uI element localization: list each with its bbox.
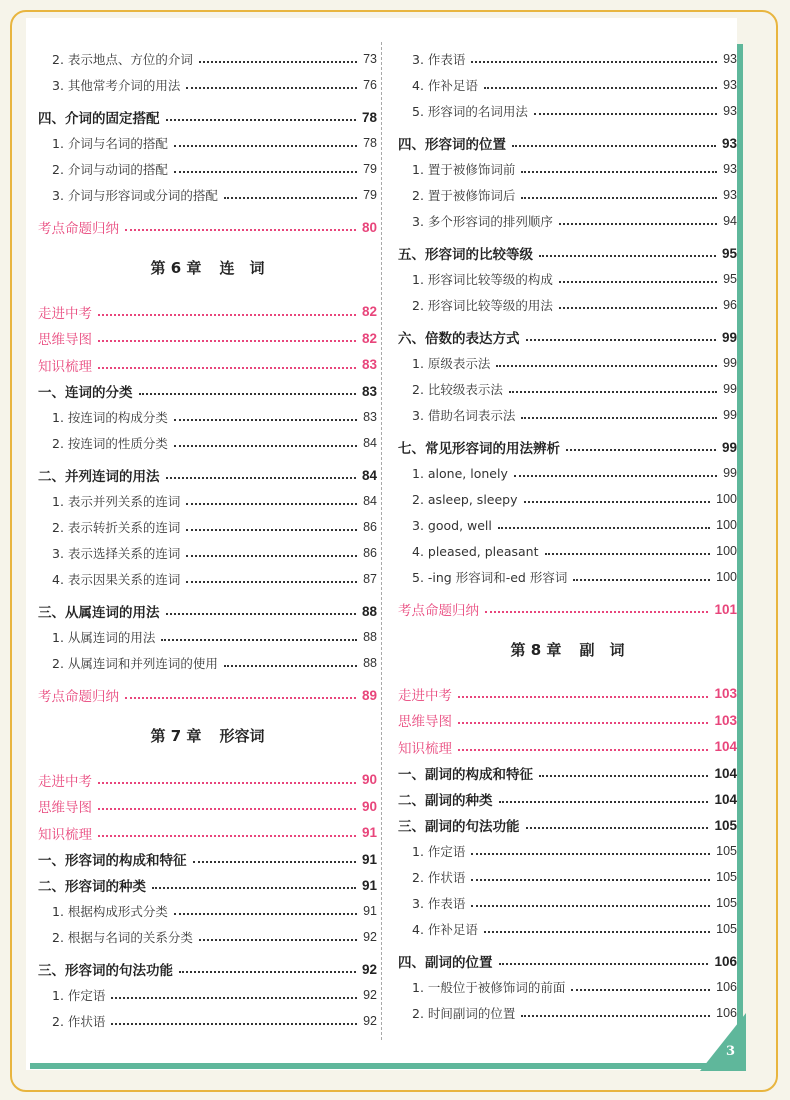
- entry-page-number: 93: [721, 135, 737, 151]
- toc-subsection-entry[interactable]: [398, 46, 737, 72]
- entry-label: 知识梳理: [38, 826, 92, 843]
- toc-subsection-entry[interactable]: [38, 130, 377, 156]
- entry-label: 思维导图: [398, 714, 452, 731]
- toc-subsection-entry[interactable]: [38, 488, 377, 514]
- dot-leader: [521, 171, 717, 173]
- entry-page-number: 100: [716, 492, 737, 506]
- toc-section-entry[interactable]: [398, 948, 737, 974]
- toc-feature-entry[interactable]: [398, 596, 737, 623]
- entry-label: 5. -ing 形容词和-ed 形容词: [412, 570, 568, 585]
- toc-subsection-entry[interactable]: [38, 404, 377, 430]
- toc-subsection-entry[interactable]: [398, 266, 737, 292]
- dot-leader: [98, 314, 356, 316]
- entry-page-number: 103: [714, 686, 737, 702]
- entry-label: 二、副词的种类: [398, 793, 493, 809]
- entry-page-number: 83: [361, 383, 377, 399]
- entry-page-number: 88: [363, 630, 377, 644]
- dot-leader: [166, 477, 356, 479]
- entry-label: 3. 作表语: [412, 896, 466, 911]
- toc-feature-entry[interactable]: [38, 767, 377, 794]
- toc-section-entry[interactable]: [398, 760, 737, 786]
- entry-label: 2. 表示转折关系的连词: [52, 520, 181, 535]
- toc-section-entry[interactable]: [398, 130, 737, 156]
- entry-page-number: 99: [723, 356, 737, 370]
- toc-subsection-entry[interactable]: [38, 72, 377, 98]
- toc-feature-entry[interactable]: [38, 299, 377, 326]
- entry-label: 走进中考: [398, 687, 452, 704]
- entry-page-number: 86: [363, 546, 377, 560]
- entry-page-number: 73: [363, 52, 377, 66]
- entry-label: 四、副词的位置: [398, 955, 493, 971]
- entry-label: 1. 按连词的构成分类: [52, 410, 168, 425]
- dot-leader: [534, 113, 717, 115]
- entry-label: 1. 形容词比较等级的构成: [412, 272, 553, 287]
- entry-label: 思维导图: [38, 800, 92, 817]
- entry-page-number: 88: [363, 656, 377, 670]
- entry-page-number: 105: [716, 922, 737, 936]
- entry-label: 1. 介词与名词的搭配: [52, 136, 168, 151]
- chapter-heading: [398, 623, 737, 677]
- chapter-heading: [38, 241, 377, 295]
- entry-label: 2. 比较级表示法: [412, 382, 503, 397]
- entry-label: 走进中考: [38, 305, 92, 322]
- entry-page-number: 79: [363, 188, 377, 202]
- entry-page-number: 93: [723, 52, 737, 66]
- entry-label: 七、常见形容词的用法辨析: [398, 441, 560, 457]
- toc-subsection-entry[interactable]: [398, 182, 737, 208]
- entry-page-number: 86: [363, 520, 377, 534]
- toc-section-entry[interactable]: [38, 598, 377, 624]
- entry-label: 3. good, well: [412, 517, 492, 533]
- toc-subsection-entry[interactable]: [398, 460, 737, 486]
- entry-page-number: 99: [723, 382, 737, 396]
- entry-label: 4. pleased, pleasant: [412, 543, 539, 559]
- toc-subsection-entry[interactable]: [398, 890, 737, 916]
- entry-label: 1. alone, lonely: [412, 465, 508, 481]
- chapter-number: 第 6 章: [150, 259, 202, 277]
- dot-leader: [186, 529, 357, 531]
- column-divider: [381, 42, 382, 1040]
- toc-section-entry[interactable]: [398, 434, 737, 460]
- dot-leader: [98, 340, 356, 342]
- entry-page-number: 93: [723, 104, 737, 118]
- dot-leader: [471, 905, 710, 907]
- toc-section-entry[interactable]: [38, 378, 377, 404]
- bottom-edge-stripe: [30, 1063, 745, 1069]
- dot-leader: [509, 391, 717, 393]
- dot-leader: [193, 861, 356, 863]
- entry-label: 四、介词的固定搭配: [38, 111, 160, 127]
- entry-page-number: 106: [716, 980, 737, 994]
- entry-page-number: 84: [361, 467, 377, 483]
- toc-section-entry[interactable]: [398, 240, 737, 266]
- dot-leader: [224, 197, 357, 199]
- entry-page-number: 95: [721, 245, 737, 261]
- entry-label: 4. 作补足语: [412, 922, 478, 937]
- dot-leader: [174, 913, 357, 915]
- toc-subsection-entry[interactable]: [398, 402, 737, 428]
- dot-leader: [161, 639, 357, 641]
- dot-leader: [559, 223, 717, 225]
- toc-subsection-entry[interactable]: [38, 514, 377, 540]
- toc-subsection-entry[interactable]: [38, 650, 377, 676]
- dot-leader: [152, 887, 356, 889]
- dot-leader: [186, 503, 357, 505]
- dot-leader: [484, 931, 710, 933]
- entry-page-number: 76: [363, 78, 377, 92]
- entry-page-number: 103: [714, 712, 737, 728]
- entry-label: 4. 作补足语: [412, 78, 478, 93]
- dot-leader: [125, 697, 356, 699]
- dot-leader: [174, 419, 357, 421]
- dot-leader: [199, 61, 357, 63]
- toc-section-entry[interactable]: [398, 324, 737, 350]
- entry-page-number: 93: [723, 188, 737, 202]
- entry-page-number: 92: [363, 930, 377, 944]
- entry-label: 2. 时间副词的位置: [412, 1006, 516, 1021]
- dot-leader: [139, 393, 356, 395]
- entry-label: 1. 作定语: [52, 988, 106, 1003]
- dot-leader: [545, 553, 711, 555]
- entry-label: 1. 一般位于被修饰词的前面: [412, 980, 566, 995]
- chapter-title: 副 词: [579, 641, 625, 659]
- entry-page-number: 104: [714, 791, 737, 807]
- entry-page-number: 79: [363, 162, 377, 176]
- entry-label: 六、倍数的表达方式: [398, 331, 520, 347]
- dot-leader: [514, 475, 717, 477]
- dot-leader: [186, 555, 357, 557]
- entry-label: 1. 从属连词的用法: [52, 630, 156, 645]
- dot-leader: [224, 665, 357, 667]
- entry-page-number: 106: [716, 1006, 737, 1020]
- toc-subsection-entry[interactable]: [398, 156, 737, 182]
- dot-leader: [186, 87, 357, 89]
- entry-page-number: 99: [721, 329, 737, 345]
- entry-page-number: 78: [363, 136, 377, 150]
- toc-feature-entry[interactable]: [38, 682, 377, 709]
- toc-subsection-entry[interactable]: [398, 350, 737, 376]
- chapter-title: 连 词: [219, 259, 265, 277]
- dot-leader: [512, 145, 716, 147]
- entry-label: 2. 根据与名词的关系分类: [52, 930, 193, 945]
- entry-page-number: 94: [723, 214, 737, 228]
- toc-section-entry[interactable]: [38, 462, 377, 488]
- entry-label: 2. 置于被修饰词后: [412, 188, 516, 203]
- entry-label: 3. 表示选择关系的连词: [52, 546, 181, 561]
- dot-leader: [111, 1023, 357, 1025]
- toc-subsection-entry[interactable]: [398, 974, 737, 1000]
- entry-label: 2. 按连词的性质分类: [52, 436, 168, 451]
- entry-label: 三、副词的句法功能: [398, 819, 520, 835]
- entry-page-number: 90: [361, 798, 377, 814]
- chapter-number: 第 7 章: [150, 727, 202, 745]
- entry-label: 二、形容词的种类: [38, 879, 146, 895]
- entry-page-number: 105: [716, 844, 737, 858]
- dot-leader: [174, 145, 357, 147]
- dot-leader: [566, 449, 716, 451]
- toc-subsection-entry[interactable]: [398, 1000, 737, 1026]
- entry-page-number: 100: [716, 544, 737, 558]
- entry-page-number: 101: [714, 601, 737, 617]
- chapter-heading: [38, 709, 377, 763]
- entry-page-number: 91: [363, 904, 377, 918]
- entry-label: 1. 作定语: [412, 844, 466, 859]
- toc-subsection-entry[interactable]: [398, 538, 737, 564]
- entry-page-number: 90: [361, 772, 377, 788]
- dot-leader: [98, 835, 356, 837]
- dot-leader: [526, 827, 709, 829]
- entry-label: 五、形容词的比较等级: [398, 247, 533, 263]
- dot-leader: [485, 611, 708, 613]
- entry-label: 2. 表示地点、方位的介词: [52, 52, 193, 67]
- entry-label: 2. 从属连词和并列连词的使用: [52, 656, 218, 671]
- dot-leader: [98, 782, 356, 784]
- entry-label: 1. 原级表示法: [412, 356, 491, 371]
- entry-label: 考点命题归纳: [38, 221, 119, 238]
- entry-label: 二、并列连词的用法: [38, 469, 160, 485]
- dot-leader: [521, 197, 717, 199]
- entry-page-number: 93: [723, 162, 737, 176]
- dot-leader: [573, 579, 710, 581]
- toc-subsection-entry[interactable]: [38, 924, 377, 950]
- dot-leader: [471, 853, 710, 855]
- toc-subsection-entry[interactable]: [38, 982, 377, 1008]
- entry-page-number: 92: [363, 1014, 377, 1028]
- toc-subsection-entry[interactable]: [38, 898, 377, 924]
- entry-page-number: 105: [716, 896, 737, 910]
- entry-label: 一、连词的分类: [38, 385, 133, 401]
- entry-label: 1. 置于被修饰词前: [412, 162, 516, 177]
- toc-subsection-entry[interactable]: [398, 512, 737, 538]
- toc-subsection-entry[interactable]: [38, 540, 377, 566]
- dot-leader: [174, 445, 357, 447]
- entry-label: 4. 表示因果关系的连词: [52, 572, 181, 587]
- dot-leader: [571, 989, 710, 991]
- entry-page-number: 100: [716, 518, 737, 532]
- entry-page-number: 83: [363, 410, 377, 424]
- entry-page-number: 105: [716, 870, 737, 884]
- entry-label: 3. 介词与形容词或分词的搭配: [52, 188, 218, 203]
- toc-subsection-entry[interactable]: [398, 72, 737, 98]
- dot-leader: [458, 749, 708, 751]
- entry-page-number: 105: [714, 817, 737, 833]
- entry-page-number: 84: [363, 494, 377, 508]
- entry-page-number: 82: [361, 330, 377, 346]
- toc-subsection-entry[interactable]: [398, 98, 737, 124]
- toc-subsection-entry[interactable]: [398, 376, 737, 402]
- toc-feature-entry[interactable]: [398, 681, 737, 708]
- dot-leader: [539, 255, 716, 257]
- entry-label: 走进中考: [38, 773, 92, 790]
- entry-label: 思维导图: [38, 332, 92, 349]
- entry-label: 3. 借助名词表示法: [412, 408, 516, 423]
- dot-leader: [458, 696, 708, 698]
- toc-subsection-entry[interactable]: [38, 182, 377, 208]
- toc-feature-entry[interactable]: [38, 214, 377, 241]
- entry-label: 知识梳理: [398, 740, 452, 757]
- entry-label: 一、副词的构成和特征: [398, 767, 533, 783]
- toc-section-entry[interactable]: [398, 812, 737, 838]
- toc-subsection-entry[interactable]: [38, 430, 377, 456]
- toc-left-column: [38, 46, 377, 1034]
- toc-section-entry[interactable]: [38, 872, 377, 898]
- entry-page-number: 96: [723, 298, 737, 312]
- chapter-title: 形容词: [219, 727, 265, 745]
- toc-feature-entry[interactable]: [38, 325, 377, 352]
- entry-label: 1. 表示并列关系的连词: [52, 494, 181, 509]
- entry-page-number: 89: [361, 687, 377, 703]
- entry-page-number: 88: [361, 603, 377, 619]
- entry-page-number: 92: [363, 988, 377, 1002]
- dot-leader: [524, 501, 711, 503]
- dot-leader: [125, 229, 356, 231]
- dot-leader: [98, 367, 356, 369]
- toc-feature-entry[interactable]: [38, 793, 377, 820]
- toc-subsection-entry[interactable]: [398, 486, 737, 512]
- dot-leader: [166, 613, 356, 615]
- entry-page-number: 104: [714, 739, 737, 755]
- right-edge-stripe: [737, 44, 743, 1054]
- entry-page-number: 84: [363, 436, 377, 450]
- dot-leader: [471, 61, 717, 63]
- dot-leader: [458, 722, 708, 724]
- toc-section-entry[interactable]: [38, 846, 377, 872]
- dot-leader: [496, 365, 717, 367]
- toc-right-column: [398, 46, 737, 1026]
- toc-section-entry[interactable]: [38, 956, 377, 982]
- dot-leader: [521, 1015, 710, 1017]
- toc-feature-entry[interactable]: [38, 352, 377, 379]
- dot-leader: [199, 939, 357, 941]
- entry-label: 考点命题归纳: [398, 603, 479, 620]
- toc-subsection-entry[interactable]: [38, 624, 377, 650]
- entry-label: 5. 形容词的名词用法: [412, 104, 528, 119]
- dot-leader: [111, 997, 357, 999]
- dot-leader: [526, 339, 716, 341]
- entry-label: 一、形容词的构成和特征: [38, 853, 187, 869]
- dot-leader: [539, 775, 708, 777]
- entry-label: 3. 多个形容词的排列顺序: [412, 214, 553, 229]
- dot-leader: [471, 879, 710, 881]
- entry-page-number: 95: [723, 272, 737, 286]
- entry-label: 2. 介词与动词的搭配: [52, 162, 168, 177]
- entry-page-number: 100: [716, 570, 737, 584]
- dot-leader: [499, 801, 709, 803]
- entry-label: 3. 其他常考介词的用法: [52, 78, 181, 93]
- toc-subsection-entry[interactable]: [398, 292, 737, 318]
- entry-label: 三、形容词的句法功能: [38, 963, 173, 979]
- entry-label: 2. 形容词比较等级的用法: [412, 298, 553, 313]
- toc-subsection-entry[interactable]: [38, 156, 377, 182]
- dot-leader: [499, 963, 709, 965]
- entry-page-number: 80: [361, 219, 377, 235]
- entry-label: 3. 作表语: [412, 52, 466, 67]
- toc-subsection-entry[interactable]: [38, 46, 377, 72]
- entry-label: 三、从属连词的用法: [38, 605, 160, 621]
- toc-feature-entry[interactable]: [398, 734, 737, 761]
- dot-leader: [174, 171, 357, 173]
- entry-page-number: 99: [723, 408, 737, 422]
- dot-leader: [559, 281, 717, 283]
- dot-leader: [186, 581, 357, 583]
- entry-page-number: 83: [361, 357, 377, 373]
- entry-label: 四、形容词的位置: [398, 137, 506, 153]
- entry-page-number: 92: [361, 961, 377, 977]
- entry-page-number: 82: [361, 304, 377, 320]
- toc-subsection-entry[interactable]: [398, 564, 737, 590]
- entry-page-number: 91: [361, 877, 377, 893]
- dot-leader: [98, 808, 356, 810]
- entry-label: 1. 根据构成形式分类: [52, 904, 168, 919]
- entry-label: 考点命题归纳: [38, 689, 119, 706]
- entry-label: 2. 作状语: [412, 870, 466, 885]
- toc-section-entry[interactable]: [398, 786, 737, 812]
- toc-subsection-entry[interactable]: [398, 916, 737, 942]
- entry-label: 知识梳理: [38, 358, 92, 375]
- entry-label: 2. asleep, sleepy: [412, 491, 518, 507]
- entry-page-number: 99: [721, 439, 737, 455]
- chapter-number: 第 8 章: [510, 641, 562, 659]
- entry-page-number: 78: [361, 109, 377, 125]
- toc-subsection-entry[interactable]: [398, 838, 737, 864]
- toc-feature-entry[interactable]: [38, 820, 377, 847]
- entry-page-number: 93: [723, 78, 737, 92]
- toc-subsection-entry[interactable]: [398, 208, 737, 234]
- entry-label: 2. 作状语: [52, 1014, 106, 1029]
- dot-leader: [498, 527, 710, 529]
- toc-section-entry[interactable]: [38, 104, 377, 130]
- page-number: 3: [726, 1044, 736, 1059]
- entry-page-number: 87: [363, 572, 377, 586]
- dot-leader: [166, 119, 356, 121]
- toc-subsection-entry[interactable]: [398, 864, 737, 890]
- toc-subsection-entry[interactable]: [38, 1008, 377, 1034]
- entry-page-number: 104: [714, 765, 737, 781]
- toc-feature-entry[interactable]: [398, 707, 737, 734]
- entry-page-number: 106: [714, 953, 737, 969]
- entry-page-number: 91: [361, 825, 377, 841]
- dot-leader: [521, 417, 717, 419]
- dot-leader: [559, 307, 717, 309]
- dot-leader: [179, 971, 356, 973]
- toc-subsection-entry[interactable]: [38, 566, 377, 592]
- entry-page-number: 99: [723, 466, 737, 480]
- entry-page-number: 91: [361, 851, 377, 867]
- dot-leader: [484, 87, 717, 89]
